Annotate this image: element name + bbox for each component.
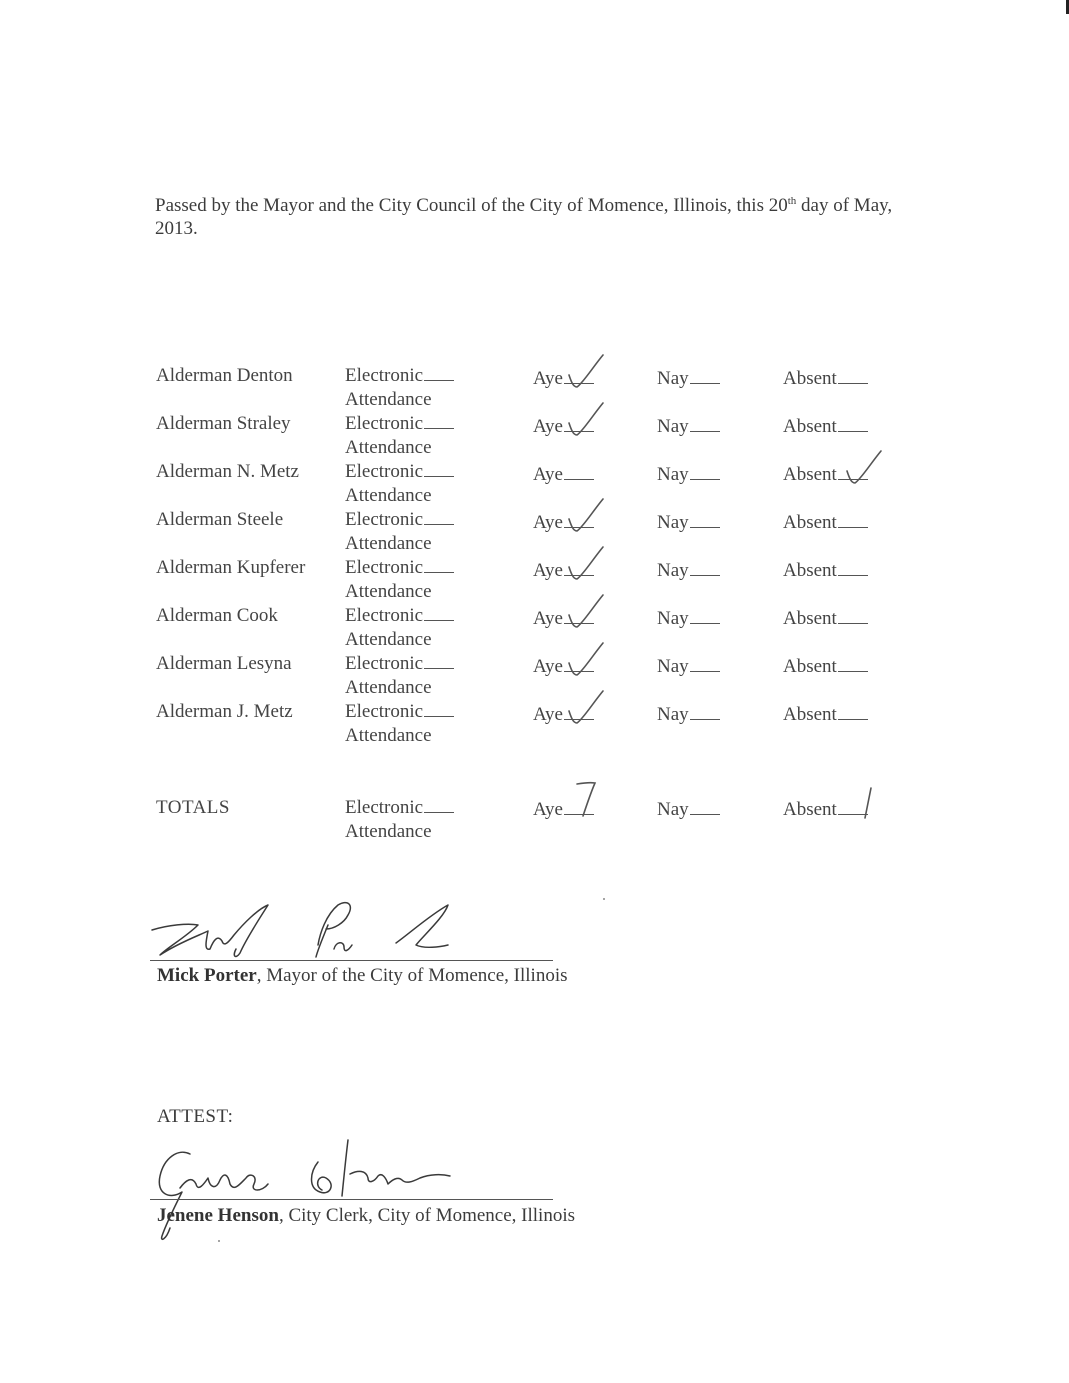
aye-field xyxy=(533,415,594,439)
alderman-name: Alderman Straley xyxy=(156,413,291,434)
electronic-attendance-field xyxy=(345,508,454,556)
alderman-name: Alderman Cook xyxy=(156,605,278,626)
absent-field xyxy=(783,607,868,631)
vote-row xyxy=(0,364,1069,412)
nay-label: Nay xyxy=(657,416,689,437)
nay-field xyxy=(657,655,720,679)
alderman-name: Alderman Denton xyxy=(156,365,293,386)
aye-label: Aye xyxy=(533,704,563,725)
attendance-label: Attendance xyxy=(345,437,432,458)
electronic-attendance-field xyxy=(345,412,454,460)
passage-superscript: th xyxy=(787,195,797,207)
mayor-title: , Mayor of the City of Momence, Illinois xyxy=(256,965,568,986)
absent-label: Absent xyxy=(783,608,837,629)
aye-label: Aye xyxy=(533,512,563,533)
attendance-label: Attendance xyxy=(345,389,432,410)
aye-label: Aye xyxy=(533,368,563,389)
mayor-signature xyxy=(148,895,458,970)
vote-row xyxy=(0,652,1069,700)
electronic-label: Electronic xyxy=(345,557,424,578)
clerk-name: Jenene Henson xyxy=(157,1205,279,1226)
nay-label: Nay xyxy=(657,464,689,485)
aye-field xyxy=(533,655,594,679)
attest-label: ATTEST: xyxy=(157,1106,234,1127)
vote-row xyxy=(0,700,1069,748)
nay-label: Nay xyxy=(657,512,689,533)
electronic-attendance-field xyxy=(345,460,454,508)
aye-label: Aye xyxy=(533,464,563,485)
absent-field xyxy=(783,367,868,391)
attendance-label: Attendance xyxy=(345,821,432,842)
aye-check-mark xyxy=(565,593,605,631)
nay-label: Nay xyxy=(657,656,689,677)
totals-nay-field xyxy=(657,798,720,822)
aye-check-mark xyxy=(565,497,605,535)
electronic-attendance-field xyxy=(345,700,454,748)
aye-check-mark xyxy=(565,689,605,727)
aye-label: Aye xyxy=(533,416,563,437)
alderman-name: Alderman Steele xyxy=(156,509,284,530)
alderman-name: Alderman J. Metz xyxy=(156,701,293,722)
clerk-title: , City Clerk, City of Momence, Illinois xyxy=(278,1205,575,1226)
aye-field xyxy=(533,367,594,391)
clerk-caption xyxy=(157,1205,575,1227)
aye-check-mark xyxy=(565,353,605,391)
aye-field xyxy=(533,463,594,487)
totals-aye-count xyxy=(569,780,609,818)
aye-field xyxy=(533,511,594,535)
mayor-caption xyxy=(157,965,568,987)
passage-text: Passed by the Mayor and the City Council of the City of Momence, Illinois, this 20 xyxy=(155,195,788,216)
nay-label: Nay xyxy=(657,560,689,581)
absent-check-mark xyxy=(843,449,883,487)
electronic-attendance-field xyxy=(345,556,454,604)
absent-field xyxy=(783,703,868,727)
aye-label: Aye xyxy=(533,560,563,581)
aye-check-mark xyxy=(565,401,605,439)
aye-check-mark xyxy=(565,641,605,679)
vote-row xyxy=(0,460,1069,508)
mayor-name: Mick Porter xyxy=(157,965,257,986)
vote-row xyxy=(0,412,1069,460)
absent-field xyxy=(783,415,868,439)
absent-field xyxy=(783,655,868,679)
absent-label: Absent xyxy=(783,416,837,437)
totals-absent-field xyxy=(783,798,868,822)
attendance-label: Attendance xyxy=(345,581,432,602)
aye-field xyxy=(533,607,594,631)
aye-check-mark xyxy=(565,545,605,583)
electronic-label: Electronic xyxy=(345,509,424,530)
nay-field xyxy=(657,607,720,631)
absent-field xyxy=(783,511,868,535)
absent-label: Absent xyxy=(783,368,837,389)
aye-label: Aye xyxy=(533,656,563,677)
totals-row xyxy=(0,794,1069,842)
nay-field xyxy=(657,703,720,727)
absent-field xyxy=(783,559,868,583)
nay-field xyxy=(657,367,720,391)
vote-row xyxy=(0,508,1069,556)
scan-speck xyxy=(603,898,605,900)
totals-label: TOTALS xyxy=(156,797,230,818)
nay-label: Nay xyxy=(657,799,689,820)
electronic-label: Electronic xyxy=(345,365,424,386)
aye-field xyxy=(533,559,594,583)
nay-label: Nay xyxy=(657,704,689,725)
aye-label: Aye xyxy=(533,608,563,629)
attendance-label: Attendance xyxy=(345,725,432,746)
absent-label: Absent xyxy=(783,799,837,820)
clerk-signature-line xyxy=(150,1199,553,1201)
electronic-label: Electronic xyxy=(345,701,424,722)
mayor-signature-line xyxy=(150,960,553,962)
absent-label: Absent xyxy=(783,464,837,485)
absent-label: Absent xyxy=(783,656,837,677)
attendance-label: Attendance xyxy=(345,677,432,698)
electronic-label: Electronic xyxy=(345,653,424,674)
absent-label: Absent xyxy=(783,512,837,533)
nay-label: Nay xyxy=(657,608,689,629)
aye-label: Aye xyxy=(533,799,563,820)
totals-electronic-attendance-field xyxy=(345,796,454,844)
absent-field xyxy=(783,463,868,487)
electronic-attendance-field xyxy=(345,364,454,412)
scan-speck xyxy=(218,1240,220,1242)
totals-absent-count xyxy=(847,782,887,820)
vote-row xyxy=(0,556,1069,604)
aye-field xyxy=(533,703,594,727)
nay-field xyxy=(657,559,720,583)
alderman-name: Alderman N. Metz xyxy=(156,461,299,482)
attendance-label: Attendance xyxy=(345,485,432,506)
alderman-name: Alderman Lesyna xyxy=(156,653,292,674)
vote-row xyxy=(0,604,1069,652)
nay-label: Nay xyxy=(657,368,689,389)
passage-text-end: day of May, 2013. xyxy=(155,195,893,239)
totals-aye-field xyxy=(533,798,594,822)
passage-statement xyxy=(155,194,915,240)
absent-label: Absent xyxy=(783,704,837,725)
attendance-label: Attendance xyxy=(345,629,432,650)
nay-field xyxy=(657,415,720,439)
electronic-attendance-field xyxy=(345,604,454,652)
electronic-label: Electronic xyxy=(345,461,424,482)
electronic-label: Electronic xyxy=(345,605,424,626)
alderman-name: Alderman Kupferer xyxy=(156,557,306,578)
nay-field xyxy=(657,511,720,535)
absent-label: Absent xyxy=(783,560,837,581)
electronic-label: Electronic xyxy=(345,413,424,434)
electronic-label: Electronic xyxy=(345,797,424,818)
attendance-label: Attendance xyxy=(345,533,432,554)
electronic-attendance-field xyxy=(345,652,454,700)
nay-field xyxy=(657,463,720,487)
